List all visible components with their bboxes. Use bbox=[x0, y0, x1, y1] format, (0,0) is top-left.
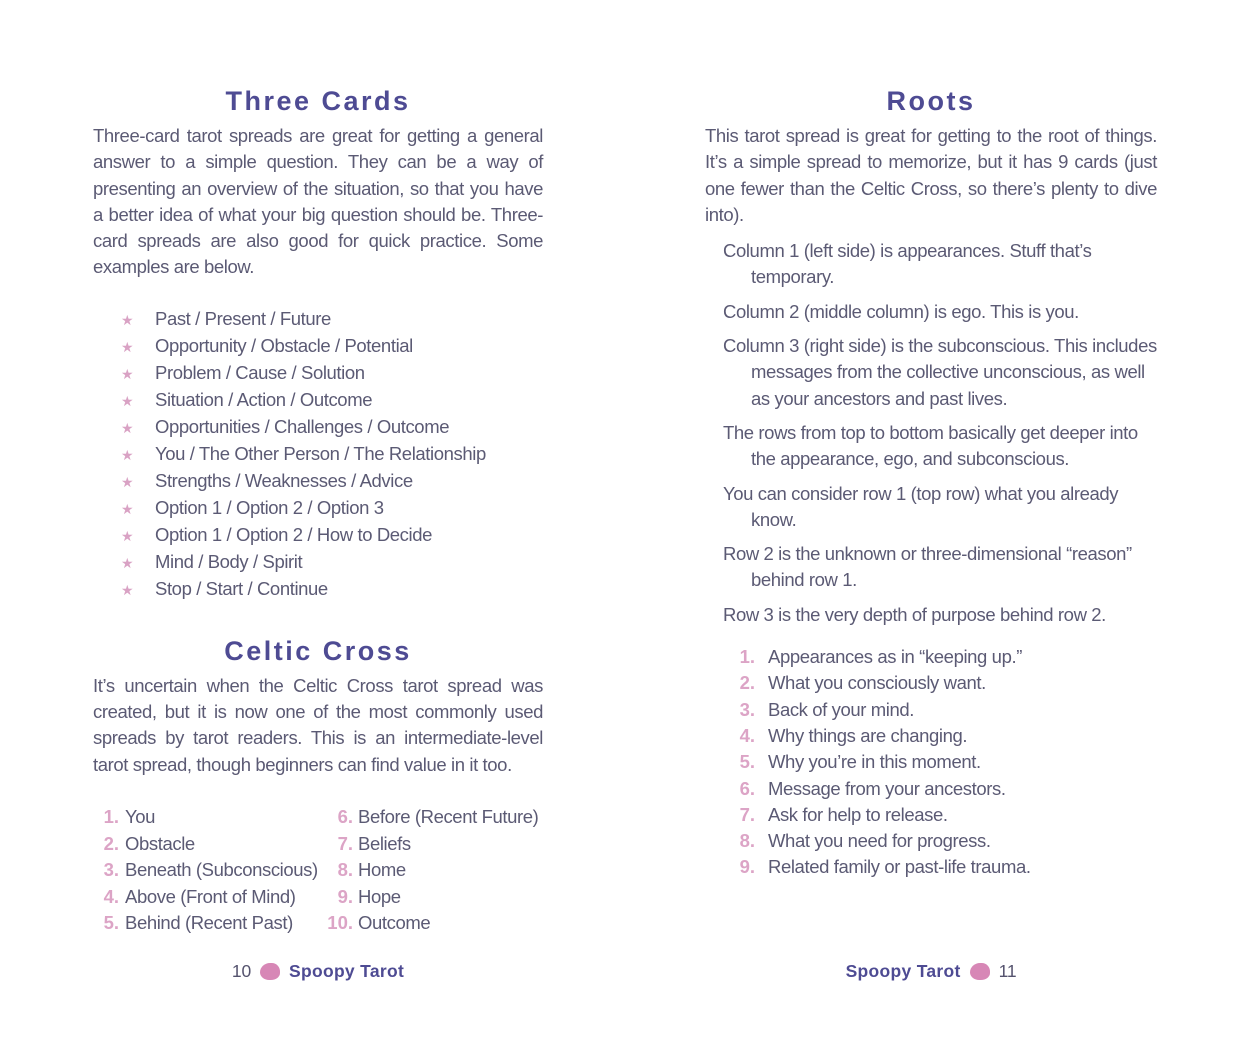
position-row bbox=[705, 644, 1157, 670]
list-item-label: Strengths / Weaknesses / Advice bbox=[155, 469, 413, 491]
position-label: Outcome bbox=[358, 912, 431, 934]
star-bullet-icon: ★ bbox=[121, 500, 134, 517]
star-bullet-icon: ★ bbox=[121, 581, 134, 598]
position-label: Message from your ancestors. bbox=[768, 777, 1006, 799]
position-number: 9. bbox=[739, 856, 755, 878]
list-item bbox=[121, 522, 543, 549]
star-bullet-icon: ★ bbox=[121, 338, 134, 355]
roots-paragraph: You can consider row 1 (top row) what you already know. bbox=[723, 482, 1119, 530]
position-label: What you need for progress. bbox=[768, 830, 991, 852]
three-cards-spread-list bbox=[93, 306, 543, 603]
brain-blob-icon bbox=[970, 963, 990, 980]
roots-paragraph: Column 1 (left side) is appearances. Stuff that’s temporary. bbox=[723, 240, 1092, 288]
list-item-label: Past / Present / Future bbox=[155, 307, 331, 329]
roots-paragraphs bbox=[705, 238, 1157, 628]
book-title: Spoopy Tarot bbox=[289, 960, 405, 981]
star-bullet-icon: ★ bbox=[121, 554, 134, 571]
position-label: Above (Front of Mind) bbox=[125, 885, 296, 907]
list-item bbox=[121, 387, 543, 414]
position-label: Back of your mind. bbox=[768, 698, 915, 720]
roots-intro: This tarot spread is great for getting to the root of things. It’s a simple spread to memorize, but it has 9 cards (just one fewer than the Celtic Cross, so there’s plenty to dive into). bbox=[705, 125, 1157, 225]
position-number: 8. bbox=[739, 830, 755, 852]
position-label: You bbox=[125, 805, 156, 827]
star-bullet-icon: ★ bbox=[121, 527, 134, 544]
list-item bbox=[121, 360, 543, 387]
position-row bbox=[705, 828, 1157, 854]
position-row bbox=[93, 884, 323, 911]
section-title-three-cards: Three Cards bbox=[225, 86, 411, 116]
star-bullet-icon: ★ bbox=[121, 473, 134, 490]
position-number: 1. bbox=[103, 805, 119, 827]
list-item bbox=[121, 414, 543, 441]
list-item-label: You / The Other Person / The Relationship bbox=[155, 442, 486, 464]
position-number: 5. bbox=[739, 751, 755, 773]
position-number: 8. bbox=[337, 859, 353, 881]
position-number: 4. bbox=[103, 885, 119, 907]
roots-paragraph: Column 2 (middle column) is ego. This is you. bbox=[723, 300, 1079, 322]
position-row bbox=[323, 804, 543, 831]
list-item-label: Situation / Action / Outcome bbox=[155, 388, 373, 410]
list-item bbox=[121, 333, 543, 360]
position-label: Ask for help to release. bbox=[768, 803, 948, 825]
position-number: 9. bbox=[337, 885, 353, 907]
star-bullet-icon: ★ bbox=[121, 365, 134, 382]
position-label: Home bbox=[358, 859, 406, 881]
position-number: 2. bbox=[103, 832, 119, 854]
list-item bbox=[121, 468, 543, 495]
position-label: Appearances as in “keeping up.” bbox=[768, 646, 1022, 668]
position-row bbox=[705, 723, 1157, 749]
celtic-cross-intro: It’s uncertain when the Celtic Cross tarot spread was created, but it is now one of the most commonly used spreads by tarot readers. This is an intermediate-level tarot spread, though beginners can find value in it too. bbox=[93, 674, 543, 775]
position-number: 6. bbox=[739, 777, 755, 799]
list-item-label: Stop / Start / Continue bbox=[155, 577, 328, 599]
position-number: 3. bbox=[739, 698, 755, 720]
list-item-label: Opportunity / Obstacle / Potential bbox=[155, 334, 413, 356]
roots-paragraph: Row 2 is the unknown or three-dimensional “reason” behind row 1. bbox=[723, 543, 1132, 591]
position-number: 1. bbox=[739, 646, 755, 668]
position-number: 7. bbox=[337, 832, 353, 854]
position-label: Beliefs bbox=[358, 832, 411, 854]
footer-left bbox=[93, 956, 543, 986]
position-row bbox=[93, 831, 323, 858]
list-item bbox=[121, 306, 543, 333]
list-item bbox=[121, 576, 543, 603]
celtic-cross-positions bbox=[93, 804, 543, 937]
position-row bbox=[705, 776, 1157, 802]
brain-blob-icon bbox=[260, 963, 280, 980]
position-number: 4. bbox=[739, 724, 755, 746]
position-row bbox=[93, 910, 323, 937]
position-row bbox=[93, 857, 323, 884]
position-label: Behind (Recent Past) bbox=[125, 912, 293, 934]
position-label: Before (Recent Future) bbox=[358, 805, 539, 827]
position-label: Related family or past-life trauma. bbox=[768, 856, 1031, 878]
roots-positions bbox=[705, 644, 1157, 881]
position-label: Why you’re in this moment. bbox=[768, 751, 981, 773]
position-label: Beneath (Subconscious) bbox=[125, 859, 318, 881]
list-item bbox=[121, 495, 543, 522]
position-label: Hope bbox=[358, 885, 401, 907]
list-item-label: Opportunities / Challenges / Outcome bbox=[155, 415, 450, 437]
position-number: 3. bbox=[103, 859, 119, 881]
page-number: 10 bbox=[231, 960, 251, 981]
position-number: 5. bbox=[103, 912, 119, 934]
position-label: What you consciously want. bbox=[768, 672, 986, 694]
position-row bbox=[705, 697, 1157, 723]
three-cards-intro: Three-card tarot spreads are great for getting a general answer to a simple question. They can be a way of presenting an overview of the situation, so that you have a better idea of what your big question should be. Three-card spreads are also good for quick practice. Some examples are below. bbox=[93, 125, 543, 278]
footer-right bbox=[705, 956, 1157, 986]
position-row bbox=[323, 831, 543, 858]
position-row bbox=[323, 910, 543, 937]
section-title-celtic-cross: Celtic Cross bbox=[224, 635, 412, 666]
list-item-label: Mind / Body / Spirit bbox=[155, 550, 303, 572]
roots-paragraph: The rows from top to bottom basically get deeper into the appearance, ego, and subconscious. bbox=[723, 421, 1138, 470]
list-item-label: Option 1 / Option 2 / Option 3 bbox=[155, 496, 384, 518]
list-item bbox=[121, 549, 543, 576]
position-row bbox=[705, 749, 1157, 775]
positions-column-2 bbox=[323, 804, 543, 937]
list-item-label: Option 1 / Option 2 / How to Decide bbox=[155, 523, 433, 545]
star-bullet-icon: ★ bbox=[121, 419, 134, 436]
roots-paragraph: Column 3 (right side) is the subconscious. This includes messages from the collective unconscious, as well as your ancestors and past lives. bbox=[723, 335, 1157, 409]
star-bullet-icon: ★ bbox=[121, 446, 134, 463]
positions-column-1 bbox=[93, 804, 323, 937]
section-title-roots: Roots bbox=[886, 86, 976, 116]
list-item-label: Problem / Cause / Solution bbox=[155, 361, 365, 383]
star-bullet-icon: ★ bbox=[121, 311, 134, 328]
position-row bbox=[705, 802, 1157, 828]
position-label: Obstacle bbox=[125, 832, 195, 854]
position-number: 10. bbox=[327, 912, 353, 934]
page-left bbox=[93, 86, 543, 937]
list-item bbox=[121, 441, 543, 468]
page-number: 11 bbox=[998, 960, 1017, 981]
position-row bbox=[705, 854, 1157, 880]
page-right bbox=[705, 86, 1157, 881]
position-row bbox=[705, 670, 1157, 696]
roots-paragraph: Row 3 is the very depth of purpose behind row 2. bbox=[723, 603, 1106, 625]
position-row bbox=[323, 884, 543, 911]
position-label: Why things are changing. bbox=[768, 724, 968, 746]
position-number: 2. bbox=[739, 672, 755, 694]
star-bullet-icon: ★ bbox=[121, 392, 134, 409]
position-row bbox=[93, 804, 323, 831]
book-title: Spoopy Tarot bbox=[845, 960, 961, 981]
position-number: 7. bbox=[739, 803, 755, 825]
position-number: 6. bbox=[337, 805, 353, 827]
position-row bbox=[323, 857, 543, 884]
